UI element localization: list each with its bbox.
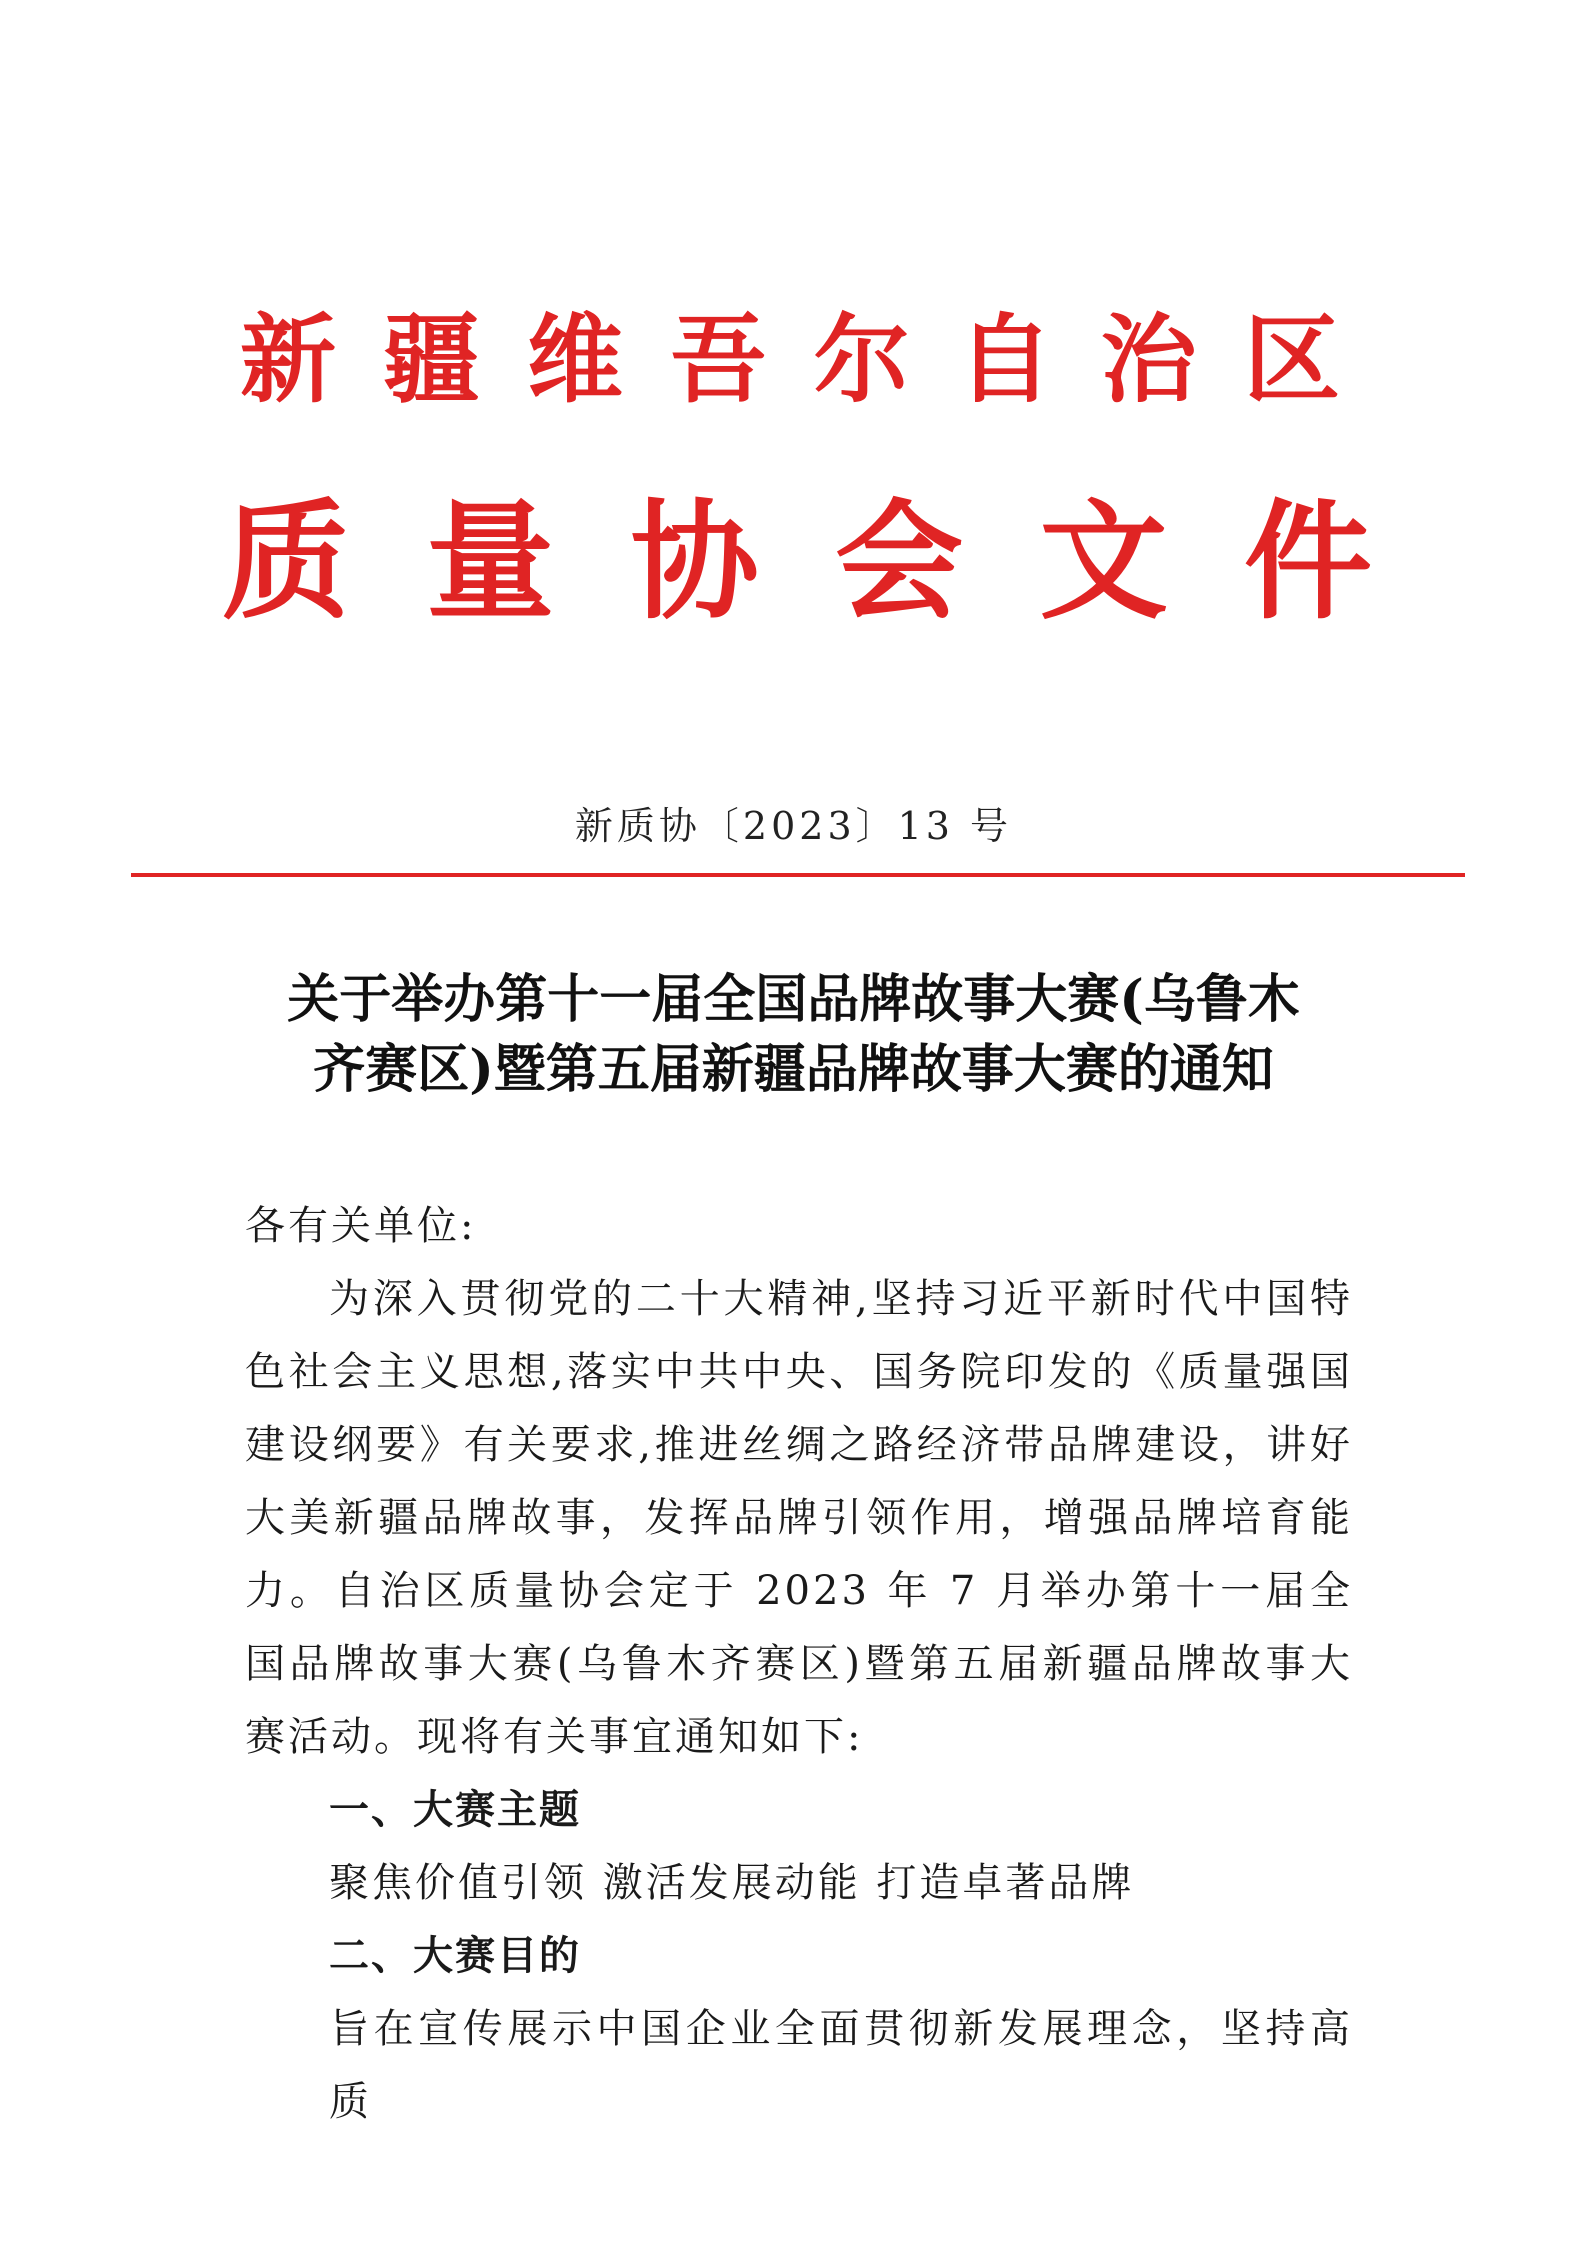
issuer-char: 区 [1243,304,1340,416]
section-heading: 一、大赛主题 [329,1787,581,1833]
section-heading: 二、大赛目的 [329,1933,581,1979]
issuer-name [240,300,1340,420]
notice-title-line: 齐赛区)暨第五届新疆品牌故事大赛的通知 [313,1039,1274,1100]
salutation: 各有关单位: [245,1203,477,1249]
issuer-char: 疆 [383,304,480,416]
document-number: 新质协〔2023〕13 号 [574,804,1013,848]
notice-title [200,965,1387,1105]
issuer-char: 治 [1100,304,1197,416]
issuer-char: 吾 [670,304,767,416]
section-text: 旨在宣传展示中国企业全面贯彻新发展理念，坚持高质 [329,2006,1353,2125]
issuer-char: 自 [957,304,1054,416]
doc-type-char: 会 [835,488,964,637]
red-divider [131,873,1465,877]
issuer-char: 维 [526,304,623,416]
doc-type-char: 协 [630,488,759,637]
doc-type-char: 件 [1243,488,1372,637]
doc-type-char: 文 [1039,488,1168,637]
doc-type-char: 量 [426,488,555,637]
notice-body [245,1190,1353,2139]
issuer-char: 新 [240,304,336,416]
doc-type-char: 质 [222,488,351,637]
section-text: 聚焦价值引领 激活发展动能 打造卓著品牌 [329,1860,1135,1906]
notice-title-line: 关于举办第十一届全国品牌故事大赛(乌鲁木 [287,969,1300,1030]
issuer-char: 尔 [813,304,910,416]
body-paragraph: 为深入贯彻党的二十大精神,坚持习近平新时代中国特色社会主义思想,落实中共中央、国务院印发的《质量强国建设纲要》有关要求,推进丝绸之路经济带品牌建设，讲好大美新疆品牌故事，发挥品牌引领作用，增强品牌培育能力。自治区质量协会定于 2023 年 7 月举办第十一届全国品牌故事大赛(乌鲁木齐赛区)暨第五届新疆品牌故事大赛活动。现将有关事宜通知如下: [245,1276,1353,1760]
document-type-heading [222,488,1372,638]
